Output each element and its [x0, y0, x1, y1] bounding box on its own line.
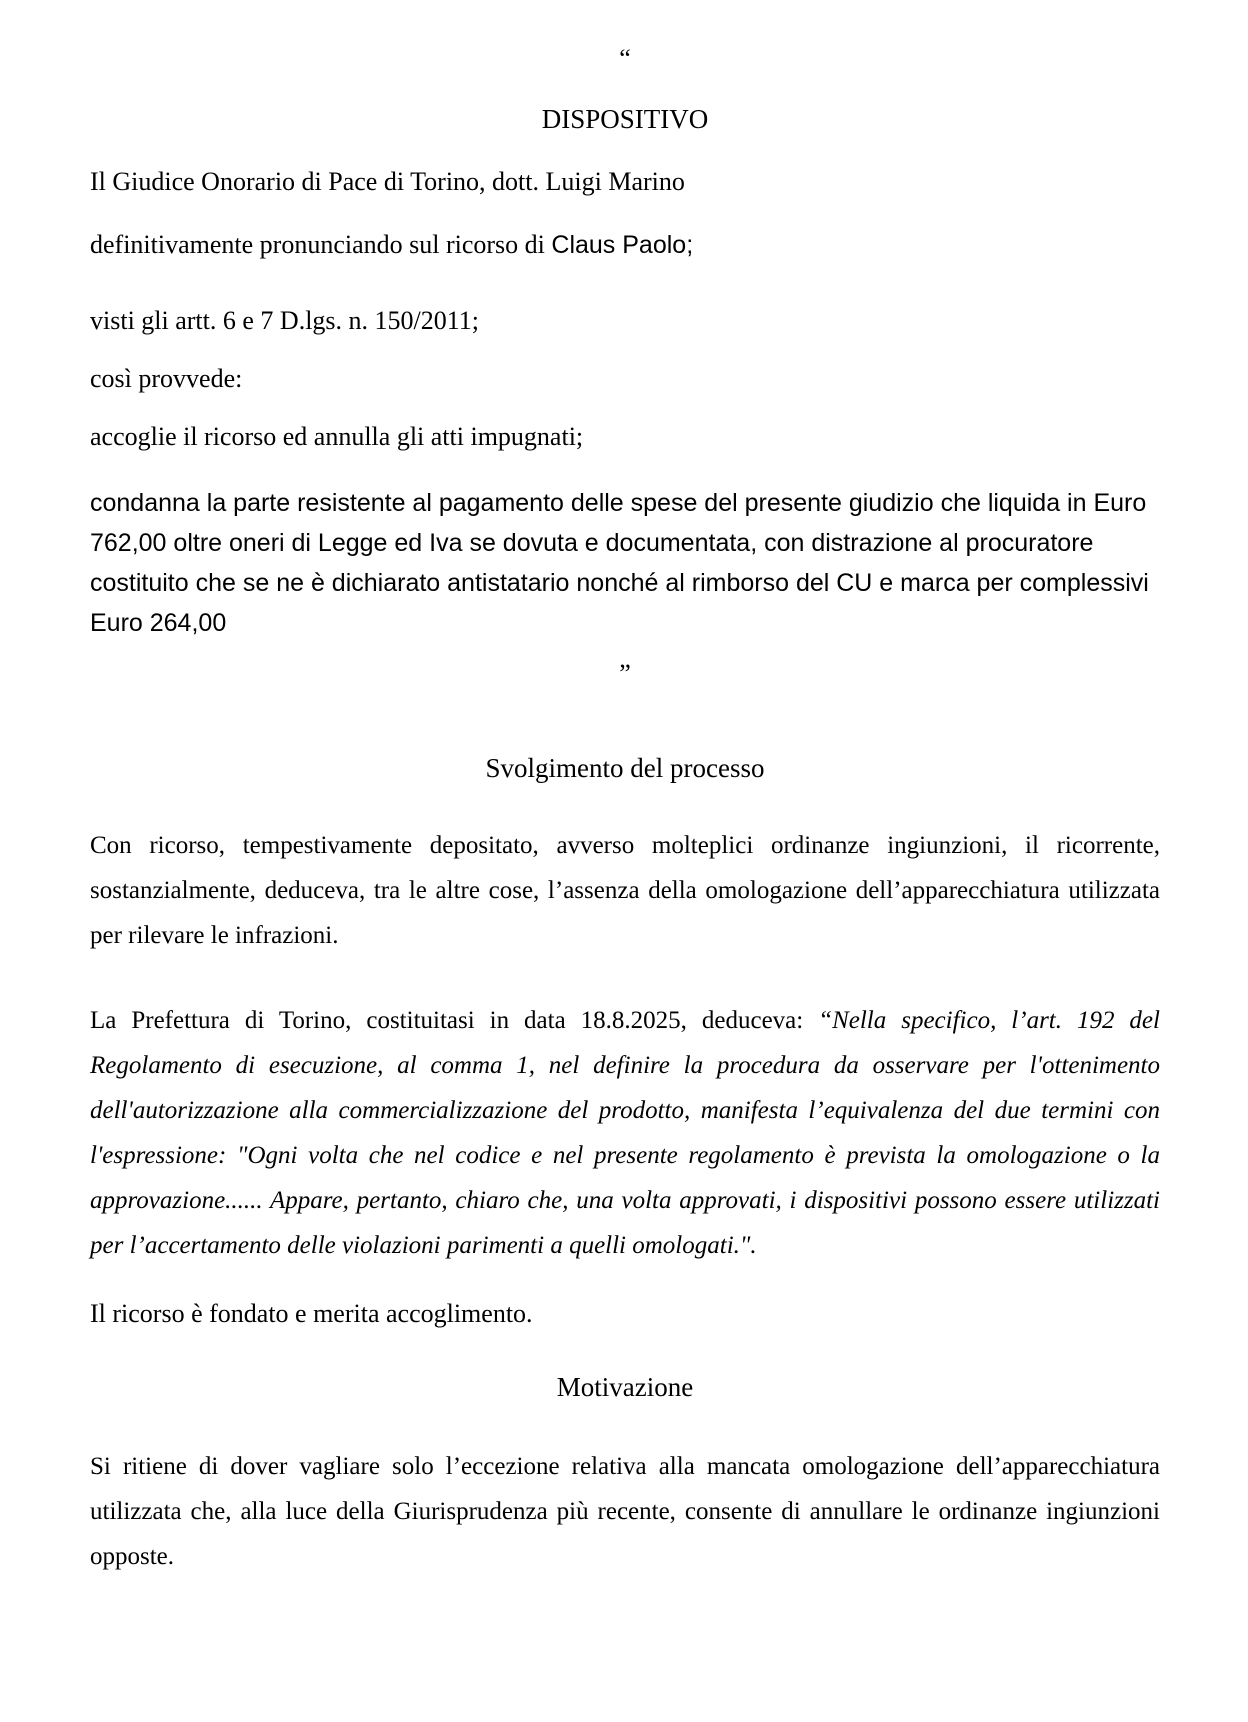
heading-dispositivo: DISPOSITIVO: [541, 104, 709, 134]
paragraph-con-ricorso: Con ricorso, tempestivamente depositato, avverso molteplici ordinanze ingiunzioni, il ricorrente, sostanzialmente, deduceva, tra le altre cose, l’assenza della omologazione dell’apparecchiatura utilizzata per rilevare le infrazioni.: [90, 832, 1160, 949]
heading-motivazione: Motivazione: [556, 1372, 694, 1402]
paragraph-la-prefettura: [90, 998, 1160, 1268]
paragraph-condanna: condanna la parte resistente al pagamento delle spese del presente giudizio che liquida in Euro 762,00 oltre oneri di Legge ed Iva se dovuta e documentata, con distrazione al procuratore costituito che se ne è dichiarato antistatario nonché al rimborso del CU e marca per complessivi Euro 264,00: [90, 489, 1149, 637]
opening-quote-mark: “: [619, 44, 631, 73]
line-provvede: così provvede:: [90, 364, 243, 393]
line-visti: visti gli artt. 6 e 7 D.lgs. n. 150/2011;: [90, 306, 480, 335]
closing-quote-mark: ”: [619, 659, 631, 688]
line-pronouncing: [90, 227, 1160, 263]
line-ricorso-fondato: Il ricorso è fondato e merita accoglimento.: [90, 1299, 533, 1328]
appellant-name: Claus Paolo;: [551, 231, 694, 259]
paragraph-la-prefettura-quote: “Nella specifico, l’art. 192 del Regolamento di esecuzione, al comma 1, nel definire la procedura da osservare per l'ottenimento dell'autorizzazione alla commercializzazione del prodotto, manifesta l’equivalenza del due termini con l'espressione: "Ogni volta che nel codice e nel presente regolamento è prevista la omologazione o la approvazione...... Appare, pertanto, chiaro che, una volta approvati, i dispositivi possono essere utilizzati per l’accertamento delle violazioni parimenti a quelli omologati.".: [90, 1007, 1160, 1259]
paragraph-si-ritiene: Si ritiene di dover vagliare solo l’eccezione relativa alla mancata omologazione dell’apparecchiatura utilizzata che, alla luce della Giurisprudenza più recente, consente di annullare le ordinanze ingiunzioni opposte.: [90, 1453, 1160, 1570]
heading-svolgimento: Svolgimento del processo: [485, 753, 765, 783]
line-judge: Il Giudice Onorario di Pace di Torino, dott. Luigi Marino: [90, 167, 685, 196]
line-pronouncing-prefix: definitivamente pronunciando sul ricorso di: [90, 230, 552, 259]
line-accoglie: accoglie il ricorso ed annulla gli atti impugnati;: [90, 422, 584, 451]
paragraph-la-prefettura-intro: La Prefettura di Torino, costituitasi in data 18.8.2025, deduceva:: [90, 1007, 819, 1034]
